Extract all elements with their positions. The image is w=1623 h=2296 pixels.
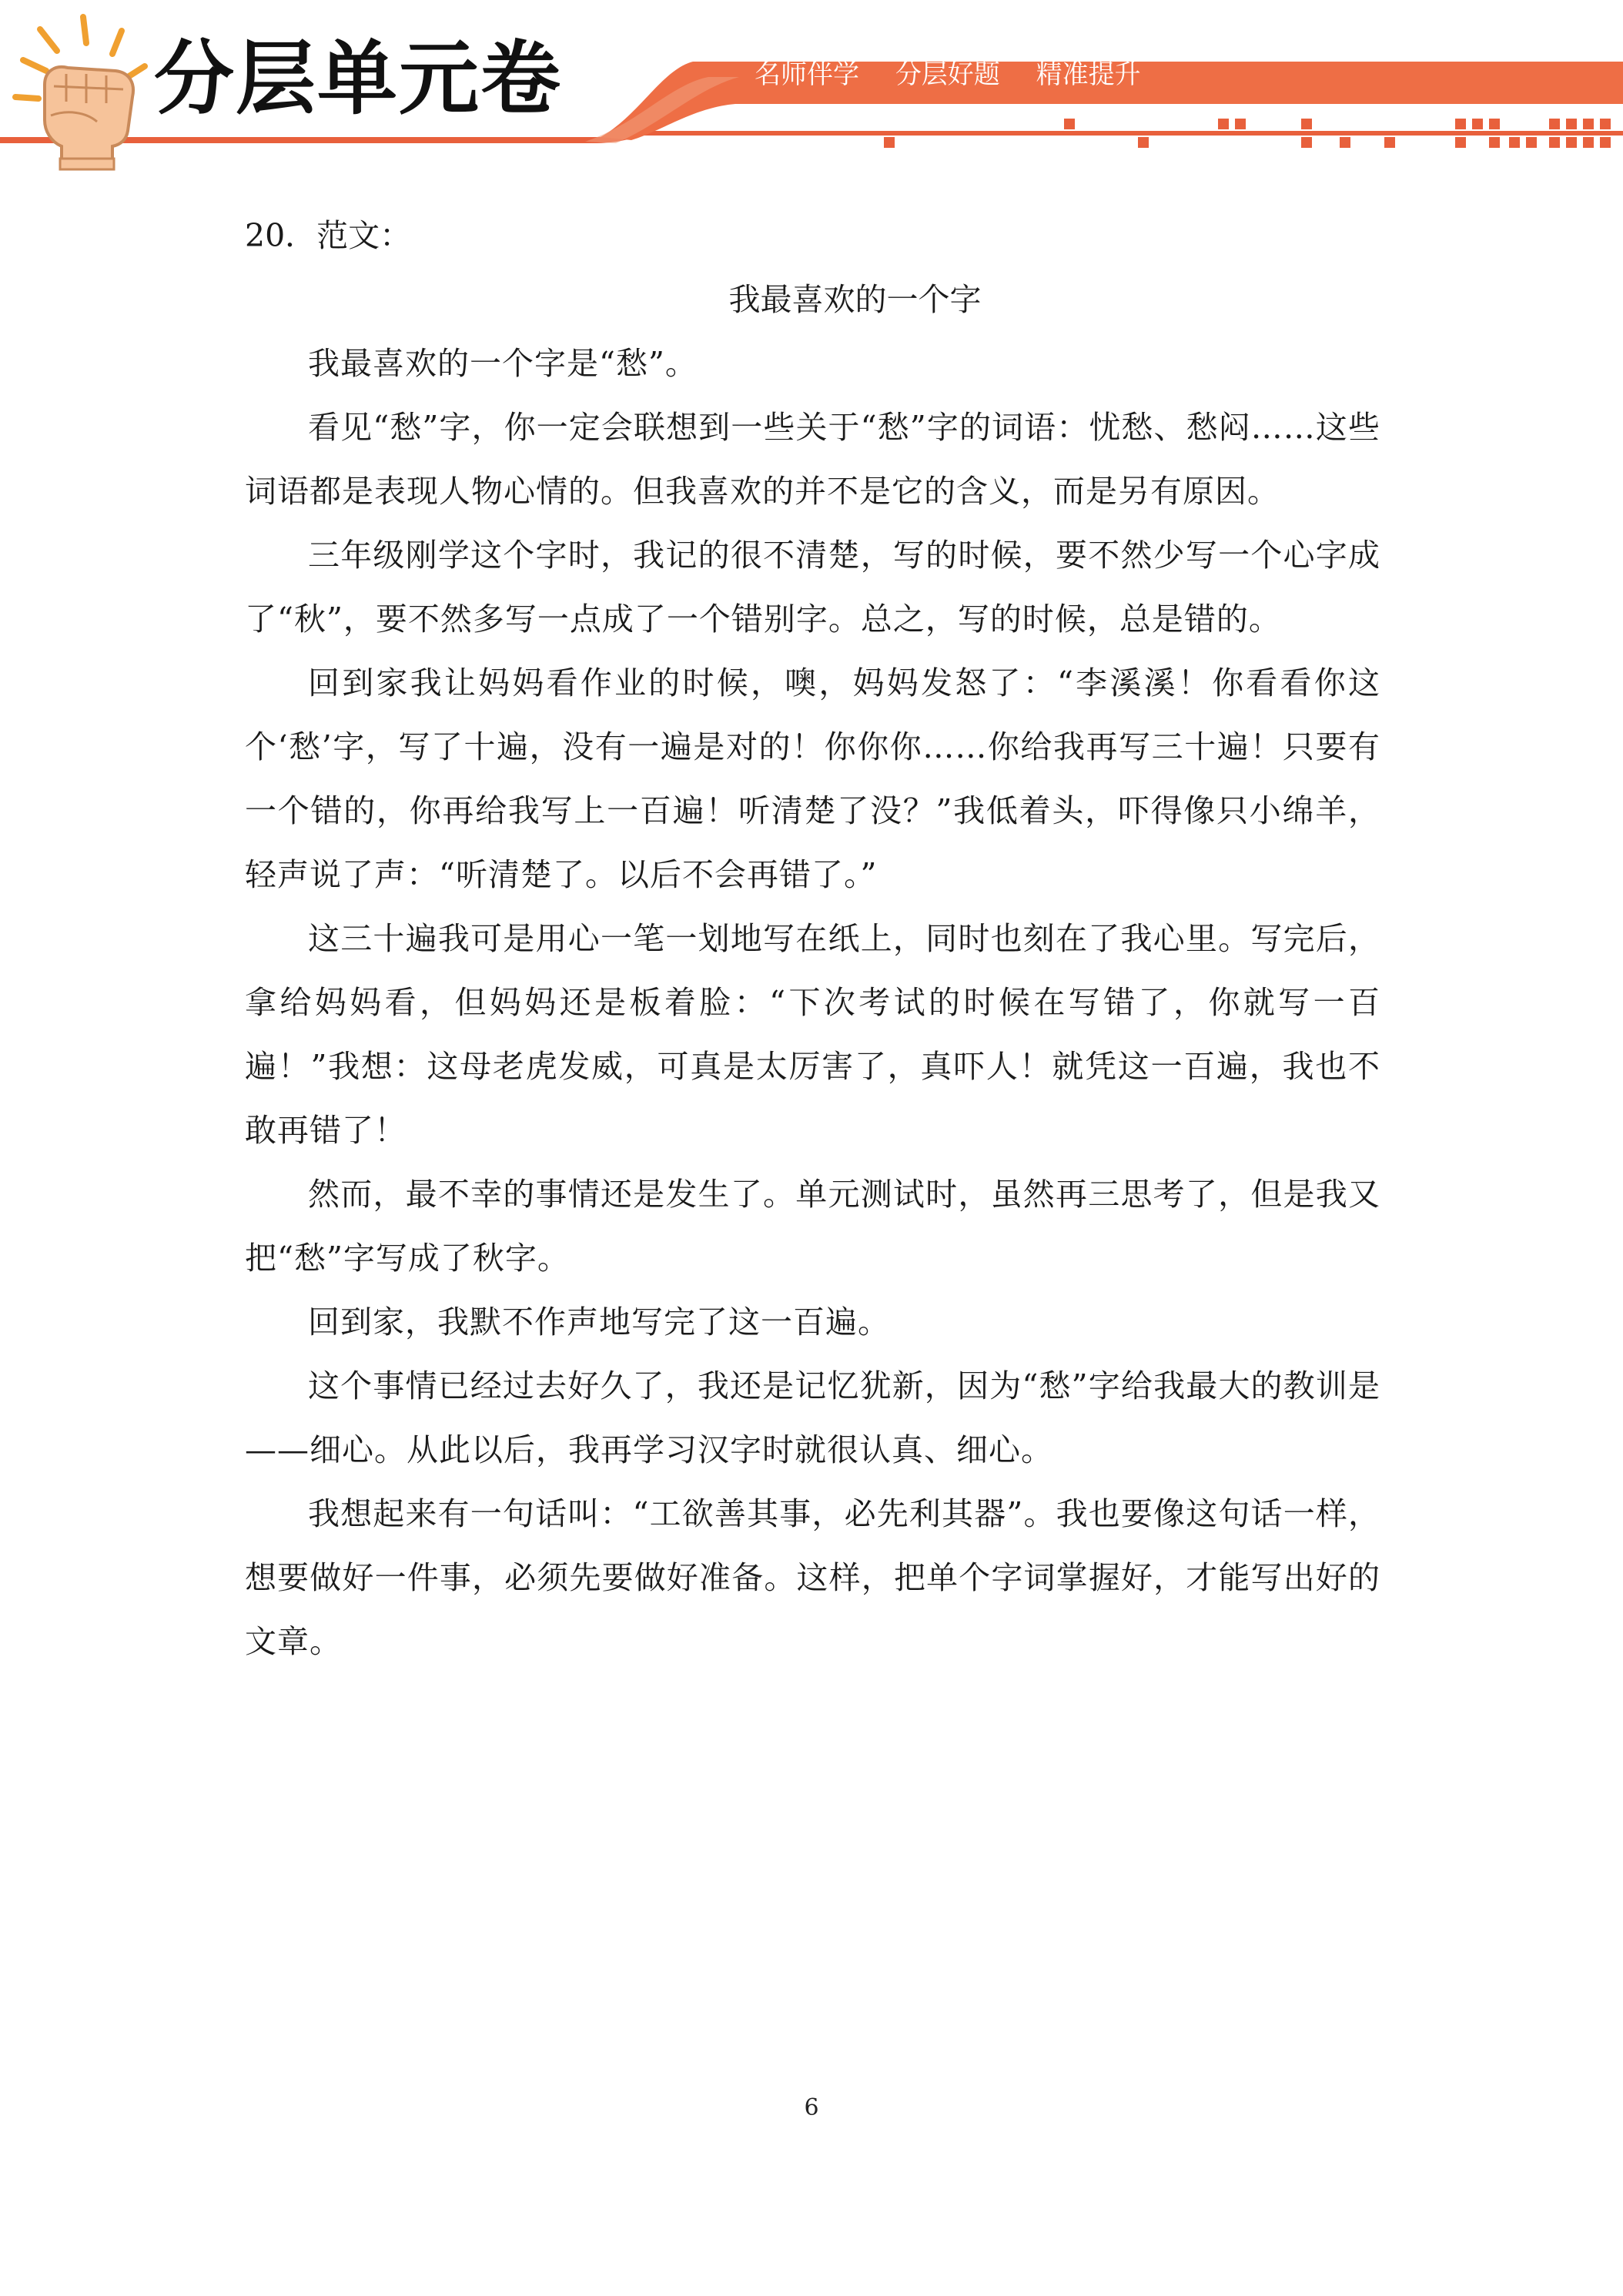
essay-paragraph: 然而，最不幸的事情还是发生了。单元测试时，虽然再三思考了，但是我又把“愁”字写成了秋字。 xyxy=(245,1176,1380,1277)
essay-paragraph: 回到家，我默不作声地写完了这一百遍。 xyxy=(308,1304,890,1340)
essay-paragraph: 这个事情已经过去好久了，我还是记忆犹新，因为“愁”字给我最大的教训是——细心。从此以后，我再学习汉字时就很认真、细心。 xyxy=(245,1367,1380,1468)
fist-icon xyxy=(15,17,145,169)
essay-paragraph: 我想起来有一句话叫：“工欲善其事，必先利其器”。我也要像这句话一样，想要做好一件事，必须先要做好准备。这样，把单个字词掌握好，才能写出好的文章。 xyxy=(245,1495,1380,1660)
page-number: 6 xyxy=(804,2094,819,2121)
brand-title: 分层单元卷 xyxy=(154,32,563,126)
essay-paragraph: 我最喜欢的一个字是“愁”。 xyxy=(308,345,698,382)
essay-paragraph: 这三十遍我可是用心一笔一划地写在纸上，同时也刻在了我心里。写完后，拿给妈妈看，但妈妈还是板着脸：“下次考试的时候在写错了，你就写一百遍！”我想：这母老虎发威，可真是太厉害了，真吓人！就凭这一百遍，我也不敢再错了！ xyxy=(245,920,1380,1149)
essay-title: 我最喜欢的一个字 xyxy=(728,281,982,318)
slogan-item: 名师伴学 xyxy=(755,59,859,90)
header-slogan xyxy=(755,59,1169,90)
essay-paragraph: 回到家我让妈妈看作业的时候，噢，妈妈发怒了：“李溪溪！你看看你这个‘愁’字，写了十遍，没有一遍是对的！你你你……你给我再写三十遍！只要有一个错的，你再给我写上一百遍！听清楚了没？”我低着头，吓得像只小绵羊，轻声说了声：“听清楚了。以后不会再错了。” xyxy=(245,664,1380,893)
question-label: 20．范文： xyxy=(245,217,412,254)
header-rule xyxy=(0,131,1623,143)
document-body xyxy=(245,204,1380,1674)
essay-paragraph: 三年级刚学这个字时，我记的很不清楚，写的时候，要不然少写一个心字成了“秋”，要不然多写一点成了一个错别字。总之，写的时候，总是错的。 xyxy=(245,537,1380,638)
page-header xyxy=(0,0,1623,177)
slogan-item: 精准提升 xyxy=(1036,59,1141,90)
essay-paragraph: 看见“愁”字，你一定会联想到一些关于“愁”字的词语：忧愁、愁闷……这些词语都是表现人物心情的。但我喜欢的并不是它的含义，而是另有原因。 xyxy=(245,409,1380,510)
slogan-item: 分层好题 xyxy=(895,59,1000,90)
